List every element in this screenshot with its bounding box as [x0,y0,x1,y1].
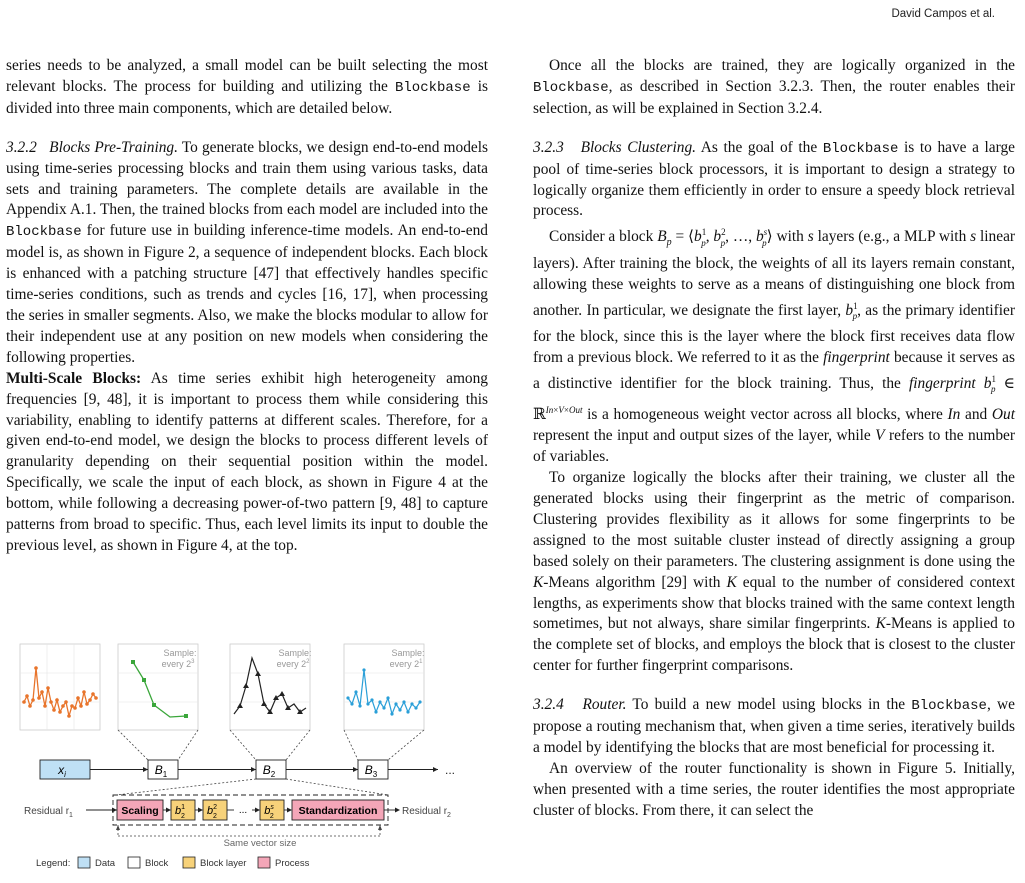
sample-label-1b: every $2^3$ [161,659,195,669]
figure-svg [20,642,490,878]
series-point [52,708,56,712]
series-point [382,706,385,709]
series-point [378,700,381,703]
series-point [402,700,405,703]
green-point [184,714,188,718]
panel-sample-every-2 [344,644,425,730]
panel-sample-every-4 [230,644,312,730]
series-point [31,698,35,702]
series-point [85,702,89,706]
residual-right-label: Residual $r_2$ [402,806,451,819]
section-title: Blocks Clustering. [580,138,697,156]
sample-label-2b: every $2^2$ [276,659,310,669]
series-point [346,696,349,699]
series-point [49,700,53,704]
series-point [370,698,373,701]
legend-process: Process [275,858,310,869]
panel-sample-every-8 [118,644,198,730]
green-point [131,660,135,664]
input-label: $x_i$ [58,763,66,779]
series-point [76,696,80,700]
series-point [58,710,62,714]
series-point [37,696,41,700]
series-point [394,702,397,705]
residual-left-label: Residual $r_1$ [24,806,73,819]
running-header: David Campos et al. [891,8,995,20]
paragraph-blocks-organized: Once all the blocks are trained, they are logically organized in the Blockbase, as described in Section 3.2.3. Then, the router enables their selection, as will be explained in Section 3.2.4. [533,57,1015,117]
layer-1-label: $b^1$ 2 [174,804,186,820]
figure-legend [36,857,310,869]
series-point [410,702,413,705]
series-point [34,666,38,670]
series-point [350,702,353,705]
sample-label-3b: every $2^1$ [389,659,423,669]
figure-4 [20,642,490,878]
block-pipeline [40,760,455,779]
series-point [374,710,377,713]
section-title: Router. [582,696,627,714]
series-point [354,690,357,693]
series-point [386,696,389,699]
series-point [67,714,71,718]
series-point [61,704,65,708]
section-title: Blocks Pre-Training. [49,138,178,156]
block-b3-label: $B_3$ [364,763,378,779]
legend-process-swatch [258,857,270,868]
series-point [40,690,44,694]
series-point [358,704,361,707]
series-point [70,704,74,708]
series-point [28,704,32,708]
block-detail [24,795,451,849]
block-b1-label: $B_1$ [154,763,168,779]
standardization-label: Standardization [298,805,378,817]
sample-label-3a: Sample: [391,648,425,658]
series-point [418,700,421,703]
section-3-2-2: 3.2.2 Blocks Pre-Training. To generate blocks, we design end-to-end models using time-series processing blocks and train them using various tasks, data sets and training parameters. The complete details are available in the Appendix A.1. Then, the trained blocks from each model are included into the Blockbase for future use in building inference-time models. An end-to-end model is, as shown in Figure 2, a sequence of independent blocks. Each block is enhanced with a patching structure [47] that effectively handles specific time-series conditions, such as trends and cycles [16, 17], when processing the series in smaller segments. Also, we make the blocks modular to allow for their independent use at any position on new models when considering the following properties. [6,138,489,366]
series-point [94,696,98,700]
paragraph-router-overview: An overview of the router functionality is shown in Figure 5. Initially, when presented with a time series, the router identifies the most appropriate cluster of blocks. From there, it can select the [533,759,1015,819]
legend-title: Legend: [36,858,71,869]
left-column [6,56,488,557]
legend-data: Data [95,858,116,869]
series-point [414,706,417,709]
section-3-2-3: 3.2.3 Blocks Clustering. As the goal of the Blockbase is to have a large pool of time-series block processors, it is important to design a strategy to logically organize them efficiently in order to ensure a speedy block retrieval process. [533,138,1016,220]
sample-label-2a: Sample: [278,648,312,658]
series-point [88,698,92,702]
series-point [82,690,86,694]
paragraph-intro: series needs to be analyzed, a small model can be built selecting the most relevant blocks. The process for building and utilizing the Blockbase is divided into three main components, which are detailed below. [6,57,488,117]
series-point [64,700,68,704]
section-3-2-4: 3.2.4 Router. To build a new model using blocks in the Blockbase, we propose a routing mechanism that, when given a time series, iteratively builds a model by identifying the blocks that are most beneficial for processing it. [533,696,1015,757]
series-point [46,686,50,690]
series-point [362,668,365,671]
paragraph-clustering: To organize logically the blocks after their training, we cluster all the generated blocks using their fingerprint as the metric of comparison. Clustering provides flexibility as it allows for some fingerprints to be assigned to the most suitable cluster instead of directly assigning a group based solely on their parameters. The clustering assignment is done using the K-Means algorithm [29] with K equal to the number of considered context lengths, as experiments show that blocks trained with the same context length sometimes, but not always, share similar fingerprints. K-Means is applied to the complete set of blocks, and employs the block that is closest to the cluster center for further fingerprint comparisons. [533,469,1015,675]
panel-original-series [20,644,100,730]
series-point [366,702,369,705]
series-point [22,700,26,704]
legend-block-swatch [128,857,140,868]
series-point [79,704,83,708]
series-point [398,708,401,711]
green-point [152,703,156,707]
sample-label-1a: Sample: [163,648,197,658]
scaling-label: Scaling [121,805,159,817]
layer-ellipsis: ... [238,805,248,816]
multi-scale-blocks: Multi-Scale Blocks: As time series exhibit high heterogeneity among frequencies [9, 48], it is important to process them while considering this variability, enabling to identify patterns at different scales. Therefore, for a given end-to-end model, we design the blocks to process different levels of granularity depending on their sequential position within the model. Specifically, we scale the input of each block, as shown in Figure 4 at the bottom, while following a decreasing power-of-two pattern [9, 48] to capture patterns from broad to specific. Thus, each level limits its input to double the previous level, as shown in Figure 4, at the top. [6,369,488,554]
green-point [142,678,146,682]
legend-data-swatch [78,857,90,868]
same-vector-size-label: Same vector size [223,838,297,849]
series-point [43,704,47,708]
more-blocks-ellipsis: ... [444,763,456,777]
paragraph-consider-block: Consider a block $B_p$ = $⟨b^1_p$, $b^2_p$, …, $b^s_p⟩$ with s layers (e.g., a MLP with s linear layers). After training the block, the weights of all its layers remain constant, allowing these weights to serve as a means of distinguishing one block from another. In particular, we designate the first layer, $b^1_p$, as the primary identifier for the block, since this is the layer where the block first receives data flow from a previous block. We referred to it as the fingerprint because it serves as a distinctive identifier for the block training. Thus, the fingerprint $b^1_p$ ∈ ℝ$^{In\times V\times Out}$ is a homogeneous weight vector across all blocks, where In and Out represent the input and output sizes of the layer, while V refers to the number of variables. [533,227,1016,466]
series-point [73,706,77,710]
legend-layer-swatch [183,857,195,868]
block-b2-label: $B_2$ [262,763,276,779]
legend-layer: Block layer [200,858,247,869]
series-point [55,698,59,702]
series-point [406,710,409,713]
right-column [533,56,1015,822]
legend-block: Block [145,858,169,869]
series-point [91,692,95,696]
series-point [25,694,29,698]
layer-s-label: $b^s$ 2 [264,804,274,820]
series-point [390,712,393,715]
layer-2-label: $b^2$ 2 [206,804,218,820]
